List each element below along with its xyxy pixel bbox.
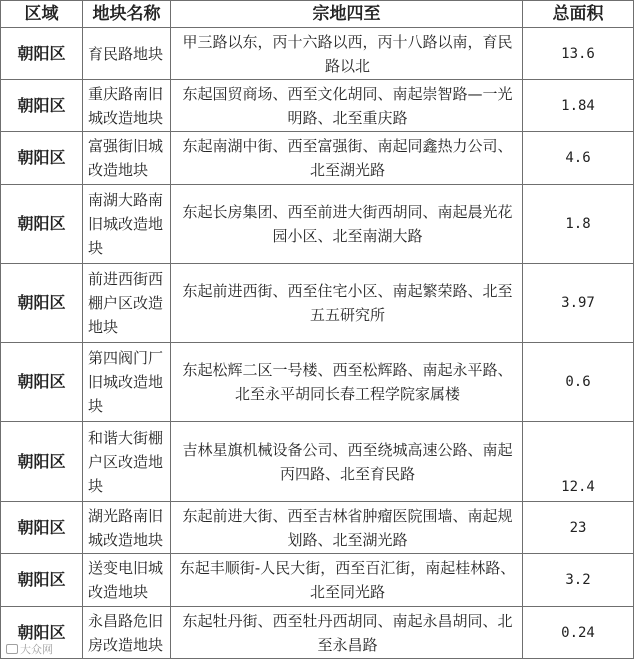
cell-boundaries: 东起长房集团、西至前进大街西胡同、南起晨光花园小区、北至南湖大路 xyxy=(171,185,523,264)
cell-boundaries: 东起松辉二区一号楼、西至松辉路、南起永平路、北至永平胡同长春工程学院家属楼 xyxy=(171,343,523,422)
cell-boundaries: 东起前进西街、西至住宅小区、南起繁荣路、北至五五研究所 xyxy=(171,264,523,343)
cell-district: 朝阳区 xyxy=(1,422,83,502)
cell-total-area: 3.2 xyxy=(523,554,634,607)
cell-boundaries: 东起前进大街、西至吉林省肿瘤医院围墙、南起规划路、北至湖光路 xyxy=(171,502,523,554)
cell-district: 朝阳区 xyxy=(1,185,83,264)
cell-district: 朝阳区 xyxy=(1,264,83,343)
cell-total-area: 13.6 xyxy=(523,28,634,80)
table-row xyxy=(1,132,634,185)
cell-boundaries: 吉林星旗机械设备公司、西至绕城高速公路、南起丙四路、北至育民路 xyxy=(171,422,523,502)
cell-district: 朝阳区 xyxy=(1,554,83,607)
cell-boundaries: 东起丰顺街-人民大街，西至百汇街，南起桂林路、北至同光路 xyxy=(171,554,523,607)
watermark-text: 大众网 xyxy=(20,643,53,656)
cell-total-area: 1.8 xyxy=(523,185,634,264)
cell-district: 朝阳区 xyxy=(1,132,83,185)
cell-boundaries: 东起南湖中街、西至富强街、南起同鑫热力公司、北至湖光路 xyxy=(171,132,523,185)
cell-district: 朝阳区 xyxy=(1,80,83,132)
cell-parcel-name: 永昌路危旧房改造地块 xyxy=(83,607,171,659)
table-row xyxy=(1,554,634,607)
table-row xyxy=(1,185,634,264)
cell-total-area: 0.24 xyxy=(523,607,634,659)
header-boundaries: 宗地四至 xyxy=(171,1,523,28)
cell-parcel-name: 育民路地块 xyxy=(83,28,171,80)
cell-total-area: 1.84 xyxy=(523,80,634,132)
table-row xyxy=(1,422,634,502)
cell-district: 朝阳区 xyxy=(1,502,83,554)
cell-total-area: 0.6 xyxy=(523,343,634,422)
cell-parcel-name: 湖光路南旧城改造地块 xyxy=(83,502,171,554)
cell-district: 朝阳区 xyxy=(1,607,83,659)
cell-parcel-name: 前进西街西棚户区改造地块 xyxy=(83,264,171,343)
header-district: 区域 xyxy=(1,1,83,28)
header-parcel-name: 地块名称 xyxy=(83,1,171,28)
cell-parcel-name: 重庆路南旧城改造地块 xyxy=(83,80,171,132)
cell-parcel-name: 和谐大街棚户区改造地块 xyxy=(83,422,171,502)
table-header-row xyxy=(1,1,634,28)
cell-total-area: 3.97 xyxy=(523,264,634,343)
table-row xyxy=(1,607,634,659)
table-row xyxy=(1,264,634,343)
cell-district: 朝阳区 xyxy=(1,28,83,80)
header-total-area: 总面积 xyxy=(523,1,634,28)
cell-total-area: 4.6 xyxy=(523,132,634,185)
table-row xyxy=(1,502,634,554)
watermark xyxy=(6,641,53,657)
cell-parcel-name: 第四阀门厂旧城改造地块 xyxy=(83,343,171,422)
cell-boundaries: 东起国贸商场、西至文化胡同、南起崇智路—一光明路、北至重庆路 xyxy=(171,80,523,132)
cell-boundaries: 甲三路以东，丙十六路以西，丙十八路以南，育民路以北 xyxy=(171,28,523,80)
cell-total-area: 12.4 xyxy=(523,422,634,502)
cell-district: 朝阳区 xyxy=(1,343,83,422)
cell-parcel-name: 南湖大路南旧城改造地块 xyxy=(83,185,171,264)
table-row xyxy=(1,343,634,422)
table-row xyxy=(1,28,634,80)
table-row xyxy=(1,80,634,132)
cell-total-area: 23 xyxy=(523,502,634,554)
cell-parcel-name: 富强街旧城改造地块 xyxy=(83,132,171,185)
camera-icon xyxy=(6,644,18,654)
cell-boundaries: 东起牡丹街、西至牡丹西胡同、南起永昌胡同、北至永昌路 xyxy=(171,607,523,659)
cell-parcel-name: 送变电旧城改造地块 xyxy=(83,554,171,607)
